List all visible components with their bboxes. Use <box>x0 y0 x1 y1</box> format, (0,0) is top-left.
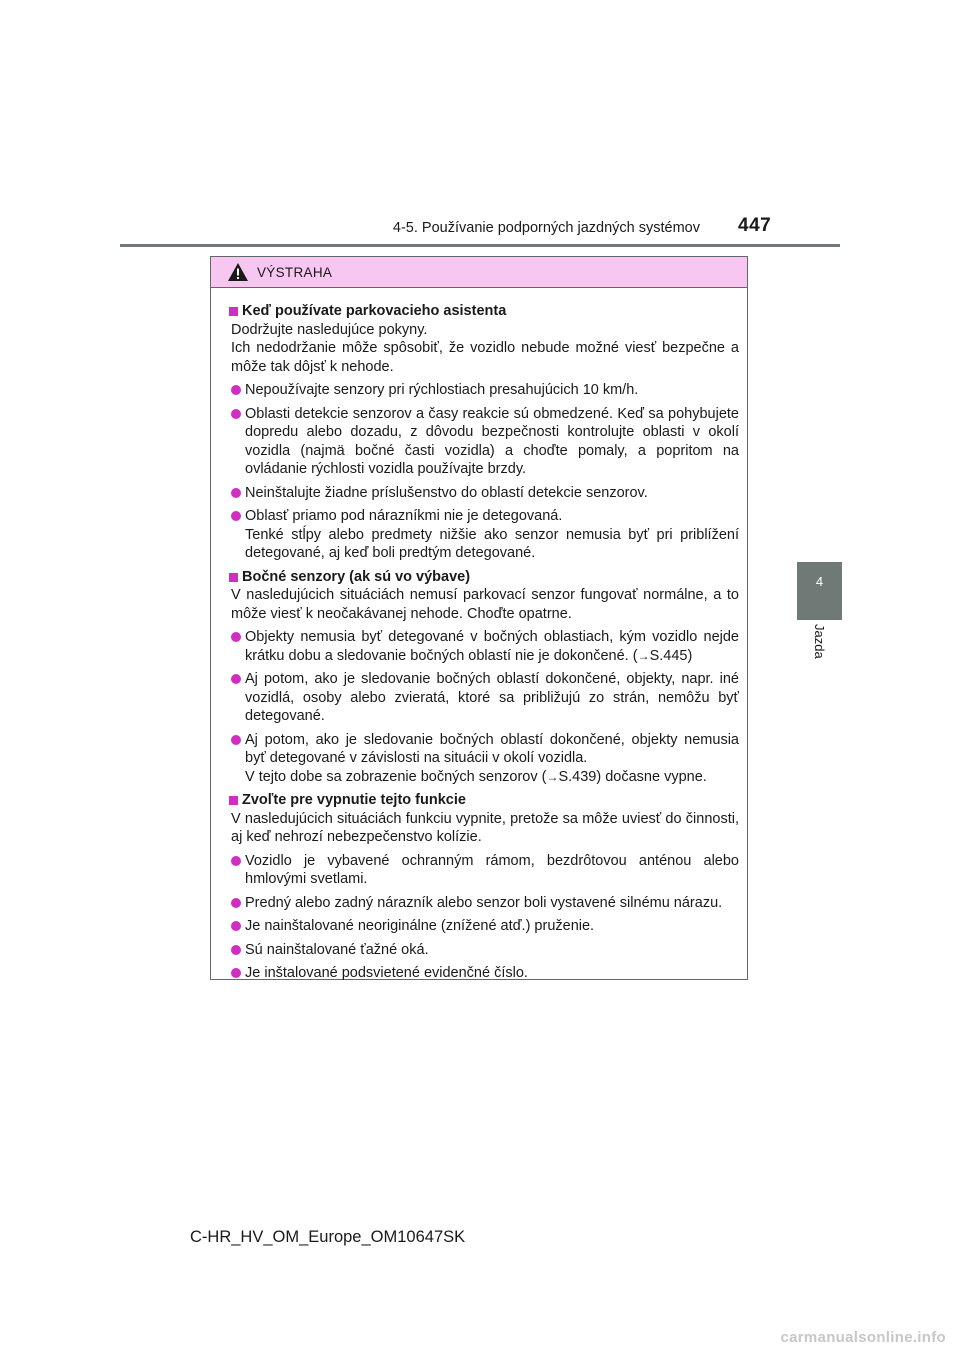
list-item <box>229 670 739 726</box>
section-title-text: Zvoľte pre vypnutie tejto funkcie <box>242 792 466 808</box>
bullet-dot-icon <box>231 945 241 955</box>
list-item-text <box>245 507 739 563</box>
list-item <box>229 852 739 889</box>
list-item-text: Nepoužívajte senzory pri rýchlostiach presahujúcich 10 km/h. <box>245 382 639 398</box>
list-item <box>229 941 739 960</box>
list-item-text <box>245 628 739 665</box>
section-title-text: Bočné senzory (ak sú vo výbave) <box>242 568 471 585</box>
section-title-parking-assist <box>229 302 739 321</box>
bullet-dot-icon <box>231 898 241 908</box>
list-item-text <box>245 731 739 787</box>
warning-triangle-icon <box>227 262 249 282</box>
list-item-text: Vozidlo je vybavené ochranným rámom, bezdrôtovou anténou alebo hmlovými svetlami. <box>245 852 739 887</box>
bullet-dot-icon <box>231 632 241 642</box>
list-item-text: Aj potom, ako je sledovanie bočných oblastí dokončené, objekty, napr. iné vozidlá, osoby alebo zvieratá, ktoré sa približujú zo strán, nemôžu byť detegované. <box>245 671 739 724</box>
list-item <box>229 628 739 665</box>
bullet-dot-icon <box>231 968 241 978</box>
list-item <box>229 964 739 983</box>
warning-title: VÝSTRAHA <box>257 264 333 280</box>
header-rule <box>120 244 840 247</box>
chapter-label-text: Jazda <box>812 624 827 659</box>
list-item-line <box>245 768 739 787</box>
section-title-text: Keď používate parkovacieho asistenta <box>242 303 507 319</box>
list-item <box>229 484 739 503</box>
list-item <box>229 917 739 936</box>
paragraph: Ich nedodržanie môže spôsobiť, že vozidlo nebude možné viesť bezpečne a môže tak dôjsť k nehode. <box>231 340 739 375</box>
bullet-dot-icon <box>231 674 241 684</box>
arrow-right-icon: → <box>546 769 559 784</box>
bullet-dot-icon <box>231 511 241 521</box>
page-reference[interactable]: S.439) dočasne vypne. <box>558 768 707 785</box>
paragraph: V nasledujúcich situáciách funkciu vypnite, pretože sa môže uviesť do činnosti, aj keď nehrozí nebezpečenstvo kolízie. <box>231 810 739 845</box>
bullet-dot-icon <box>231 409 241 419</box>
list-item-span: Objekty nemusia byť detegované v bočných oblastiach, kým vozidlo nejde krátku dobu a sledovanie bočných oblastí nie je dokončené. ( <box>245 629 739 664</box>
list-item <box>229 405 739 479</box>
bullet-dot-icon <box>231 488 241 498</box>
document-code: C-HR_HV_OM_Europe_OM10647SK <box>190 1228 466 1246</box>
list-item-span: V tejto dobe sa zobrazenie bočných senzorov ( <box>245 768 547 785</box>
list-item-text: Je inštalované podsvietené evidenčné číslo. <box>245 965 528 981</box>
page-number: 447 <box>738 215 772 236</box>
chapter-tab: 4 <box>797 562 842 620</box>
list-item-text: Predný alebo zadný nárazník alebo senzor boli vystavené silnému nárazu. <box>245 894 723 911</box>
square-bullet-icon <box>229 796 238 805</box>
running-header: 4-5. Používanie podporných jazdných systémov <box>392 220 700 236</box>
paragraph: Dodržujte nasledujúce pokyny. <box>231 321 428 338</box>
bullet-dot-icon <box>231 921 241 931</box>
warning-box <box>210 256 748 980</box>
page-reference[interactable]: S.445) <box>649 647 693 664</box>
bullet-dot-icon <box>231 856 241 866</box>
list-item <box>229 381 739 400</box>
list-item-line: Tenké stĺpy alebo predmety nižšie ako senzor nemusia byť pri priblížení detegované, aj keď boli predtým detegované. <box>245 526 739 561</box>
section-title-side-sensors <box>229 568 739 587</box>
list-item-text: Neinštalujte žiadne príslušenstvo do oblastí detekcie senzorov. <box>245 484 648 501</box>
paragraph: V nasledujúcich situáciách nemusí parkovací senzor fungovať normálne, a to môže viesť k neočakávanej nehode. Choďte opatrne. <box>231 587 739 622</box>
list-item-text: Sú nainštalované ťažné oká. <box>245 941 429 958</box>
list-item-text: Je nainštalované neoriginálne (znížené atď.) pruženie. <box>245 918 595 934</box>
square-bullet-icon <box>229 573 238 582</box>
list-item <box>229 731 739 787</box>
list-item <box>229 894 739 913</box>
chapter-label <box>797 624 842 684</box>
list-item-text: Oblasti detekcie senzorov a časy reakcie sú obmedzené. Keď sa pohybujete dopredu alebo dozadu, z dôvodu bezpečnosti kontrolujte oblasti v okolí vozidla (najmä bočné časti vozidla) a choďte pomaly, a popritom na ovládanie rýchlosti vozidla používajte brzdy. <box>245 405 739 477</box>
warning-body <box>211 288 747 983</box>
list-item-line: Oblasť priamo pod nárazníkmi nie je detegovaná. <box>245 508 563 524</box>
square-bullet-icon <box>229 307 238 316</box>
list-item-line: Aj potom, ako je sledovanie bočných oblastí dokončené, objekty nemusia byť detegované v závislosti na situácii v okolí vozidla. <box>245 731 739 766</box>
section-title-disable-function <box>229 791 739 810</box>
arrow-right-icon: → <box>637 648 650 663</box>
bullet-dot-icon <box>231 385 241 395</box>
warning-header <box>211 257 747 288</box>
watermark: carmanualsonline.info <box>780 1329 946 1346</box>
bullet-dot-icon <box>231 735 241 745</box>
list-item <box>229 507 739 563</box>
